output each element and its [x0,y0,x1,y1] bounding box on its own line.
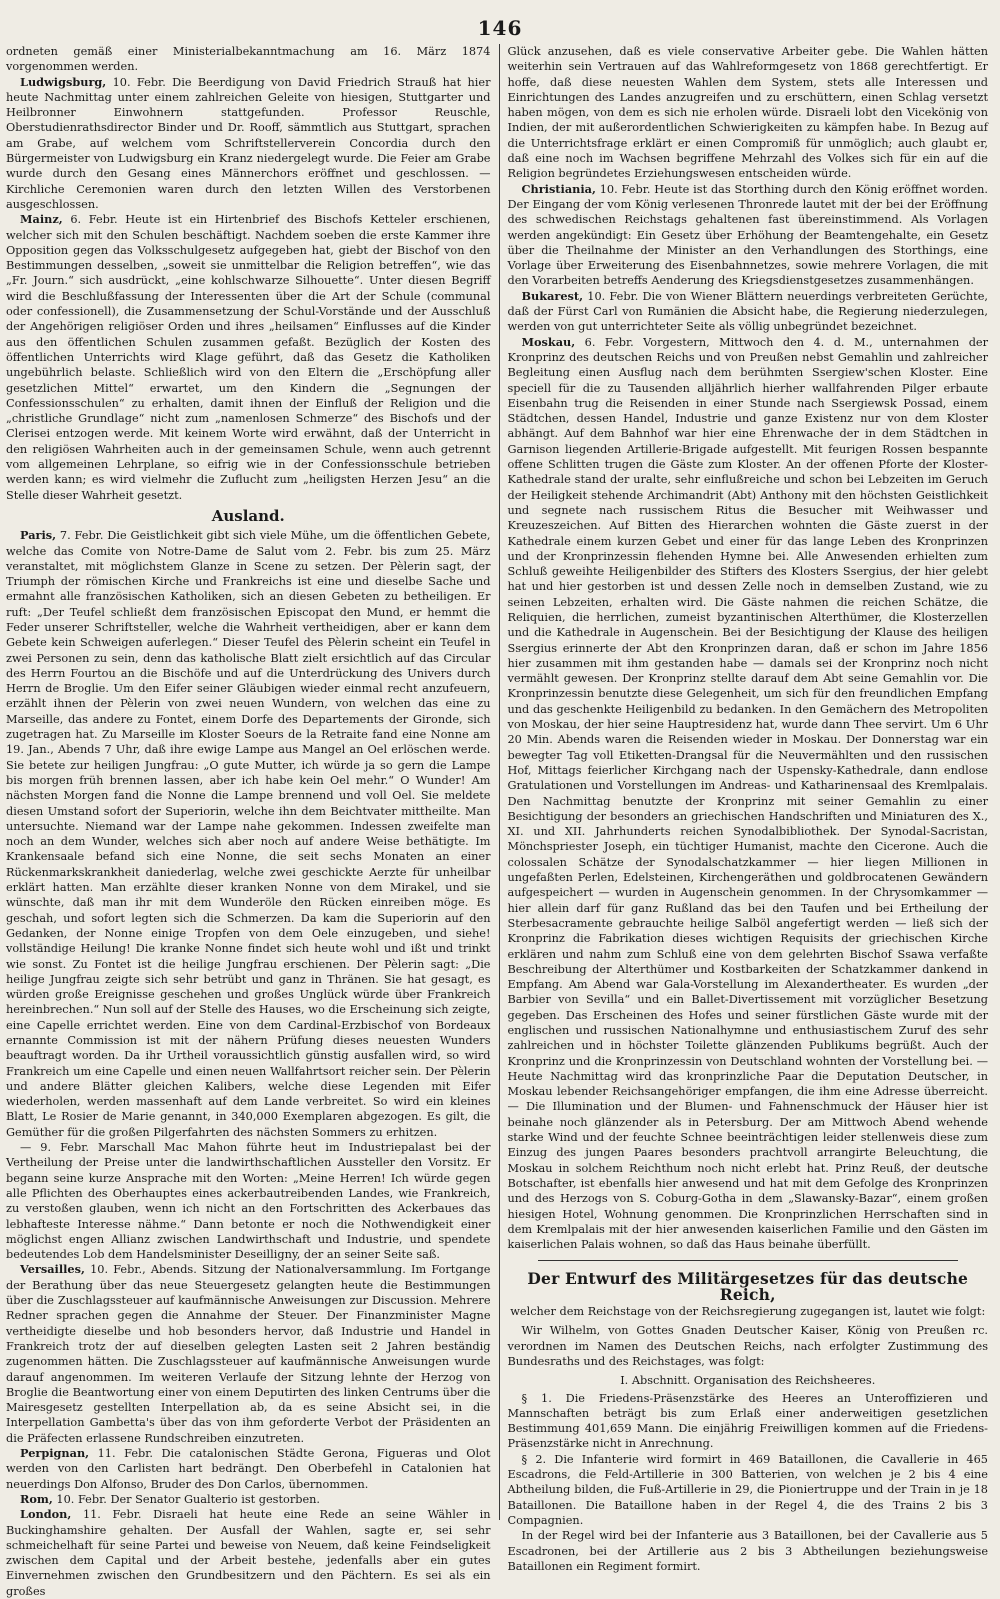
article-text: 6. Febr. Vorgestern, Mittwoch den 4. d. M., unternahmen der Kronprinz des deutschen Reichs und von Preußen nebst Gemahlin und zahlreicher Begleitung einen Ausflug nach dem berühmten Ssergiew'schen Kloster. Eine speciell für die zu Tausenden alljährlich hierher wallfahrenden Pilger erbaute Eisenbahn trug die Reisenden in einer Stunde nach Ssergiewsk Possad, einem Städtchen, dessen Handel, Industrie und ganze Existenz nur von dem Kloster abhängt. Auf dem Bahnhof war hier eine Ehrenwache der in dem Städtchen in Garnison liegenden Artillerie-Brigade aufgestellt. Mit feurigen Rossen bespannte offene Schlitten trugen die Gäste zum Kloster. An der offenen Pforte der Kloster-Kathedrale stand der uralte, sehr einflußreiche und schon bei Lebzeiten im Geruch der Heiligkeit stehende Archimandrit (Abt) Anthony mit den höchsten Geistlichkeit und segnete nach russischem Ritus die Besucher mit Weihwasser und Kreuzeszeichen. Auf Bitten des Hierarchen wohnten die Gäste zuerst in der Kathedrale einem kurzen Gebet und einer für das lange Leben des Kronprinzen und der Kronprinzessin flehenden Hymne bei. Alle Anwesenden erhielten zum Schluß geweihte Heiligenbilder des Stifters des Klosters Ssergius, der hier gelebt hat und hier gestorben ist und dessen Zelle noch in demselben Zustand, wie zu seinen Lebzeiten, erhalten wird. Die Gäste nahmen die reichen Schätze, die Reliquien, die herrlichen, zumeist byzantinischen Alterthümer, die Klosterzellen und die Kathedrale in Augenschein. Bei der Besichtigung der Klause des heiligen Ssergius erinnerte der Abt den Kronprinzen daran, daß er schon im Jahre 1856 hier zusammen mit ihm gestanden habe — damals sei der Kronprinz noch nicht vermählt gewesen. Der Kronprinz stellte darauf dem Abt seine Gemahlin vor. Die Kronprinzessin benutzte diese Gelegenheit, um sich für den freundlichen Empfang und das geschenkte Heiligenbild zu bedanken. In den Gemächern des Metropoliten von Moskau, der hier seine Hauptresidenz hat, wurde dann Thee servirt. Um 6 Uhr 20 Min. Abends waren die Reisenden wieder in Moskau. Der Donnerstag war ein bewegter Tag voll Etiketten-Drangsal für die Neuvermählten und den russischen Hof, Mittags feierlicher Kirchgang nach der Uspensky-Kathedrale, dann endlose Gratulationen und Vorstellungen im Andreas- und Katharinensaal des Kremlpalais. Den Nachmittag benutzte der Kronprinz mit seiner Gemahlin zu einer Besichtigung der besonders an griechischen Handschriften und Miniaturen des X., XI. und XII. Jahrhunderts reichen Synodalbibliothek. Der Synodal-Sacristan, Mönchspriester Joseph, ein tüchtiger Humanist, machte den Cicerone. Auch die colossalen Schätze der Synodalschatzkammer — hier liegen Millionen in ungefaßten Perlen, Edelsteinen, Kirchengeräthen und goldbrocatenen Gewändern aufgespeichert — wurden in Augenschein genommen. In der Chrysomkammer — hier allein darf für ganz Rußland das bei den Taufen und bei Ertheilung der Sterbesacramente gebrauchte heilige Salböl angefertigt werden — ließ sich der Kronprinz die Fabrikation dieses wichtigen Requisits der griechischen Kirche erklären und nahm zum Schluß eine von dem gelehrten Bischof Ssawa verfaßte Beschreibung der Alterthümer und Kostbarkeiten der Schatzkammer dankend in Empfang. Am Abend war Gala-Vorstellung im Alexandertheater. Es wurden „der Barbier von Sevilla“ und ein Ballet-Divertissement mit vorzüglicher Besetzung gegeben. Das Erscheinen des Hofes und seiner fürstlichen Gäste wurde mit der englischen und russischen Nationalhymne und enthusiastischem Zuruf des sehr zahlreichen und in höchster Toilette glänzenden Publikums begrüßt. Auch der Kronprinz und die Kronprinzessin von Deutschland wohnten der Vorstellung bei. — Heute Nachmittag wird das kronprinzliche Paar die Deputation Deutscher, in Moskau lebender Reichsangehöriger empfangen, die ihm eine Adresse überreicht. — Die Illumination und der Blumen- und Fahnenschmuck der Häuser hier ist beinahe noch glänzender als in Petersburg. Der am Mittwoch Abend wehende starke Wind und der feuchte Schnee beeinträchtigen leider stellenweis diese zum Einzug des jungen Paares besonders prachtvoll arrangirte Beleuchtung, die Moskau in solchem Reichthum noch nicht erlebt hat. Prinz Reuß, der deutsche Botschafter, ist ebenfalls hier anwesend und hat mit dem Gefolge des Kronprinzen und des Herzogs von S. Coburg-Gotha in dem „Slawansky-Bazar“, einem großen hiesigen Hotel, Wohnung genommen. Die Kronprinzlichen Herrschaften sind in dem Kremlpalais mit der hier anwesenden kaiserlichen Familie und den Gästen im kaiserlichen Palais wohnen, so daß das Haus beinahe überfüllt. [507,335,989,1252]
article-moskau [508,335,989,1253]
columns [4,44,994,1598]
article-text: 6. Febr. Heute ist ein Hirtenbrief des Bischofs Ketteler erschienen, welcher sich mit den Schulen beschäftigt. Nachdem soeben die erste Kammer ihre Opposition gegen das Volksschulgesetz aufgegeben hat, giebt der Bischof von den Bestimmungen desselben, „soweit sie unmittelbar die Religion betreffen“, wie das „Fr. Journ.“ sich ausdrückt, „eine kohlschwarze Silhouette“. Unter diesen Begriff wird die Beschlußfassung der Interessenten über die Art der Schule (communal oder confessionell), die Zusammensetzung der Schul-Vorstände und der Ausschluß der Angehörigen religiöser Orden und ihres „heilsamen“ Einflusses auf die Kinder aus den öffentlichen Schulen zusammen gefaßt. Bezüglich der Kosten des öffentlichen Unterrichts wird Klage geführt, daß das Gesetz die Katholiken ungebührlich belaste. Schließlich wird von den Eltern die „Erschöpfung aller gesetzlichen Mittel“ erwartet, um den Kindern die „Segnungen der Confessionsschulen“ zu erhalten, damit ihnen der Einfluß der Religion und die „christliche Grundlage“ nicht zum „namenlosen Schmerze“ des Bischofs und der Clerisei entzogen werde. Mit keinem Worte wird erwähnt, daß der Unterricht in den religiösen Wahrheiten auch in der gemeinsamen Schule, wenn auch getrennt vom allgemeinen Lehrplane, so eifrig wie in der Confessionsschule betrieben werden kann; es wird vielmehr die Zuflucht zum „heiligsten Herzen Jesu“ an die Stelle dieser Wahrheit gesetzt. [6,213,491,502]
dateline-place: Bukarest, [521,288,584,303]
article-divider [538,1260,959,1261]
article-text: 10. Febr. Heute ist das Storthing durch den König eröffnet worden. Der Eingang der vom König verlesenen Thronrede lautet mit der bei der Eröffnung des schwedischen Reichstags gehaltenen fast übereinstimmend. Als Vorlagen werden angekündigt: Ein Gesetz über Erhöhung der Beamtengehalte, ein Gesetz über die Theilnahme der Minister an den Verhandlungen des Storthings, eine Vorlage über Erweiterung des Eisenbahnnetzes, sowie mehrere Vorlagen, die mit den Vorarbeiten betreffs Aenderung des Kriegsdienstgesetzes zusammenhängen. [507,182,988,288]
section-heading-ausland: Ausland. [211,506,285,525]
article-christiania [508,182,989,289]
dateline-place: Paris, [20,528,57,543]
article-text: 10. Febr. Die von Wiener Blättern neuerdings verbreiteten Gerüchte, daß der Fürst Carl von Rumänien die Absicht habe, die Regierung niederzulegen, werden von gut unterrichteter Seite als völlig unbegründet bezeichnet. [507,289,989,334]
dateline-place: Rom, [20,1491,53,1506]
dateline-place: Christiania, [521,181,596,196]
article-rom [6,1492,491,1507]
article-paris [6,528,491,1140]
dateline-place: Ludwigsburg, [20,74,107,89]
dateline-place: Moskau, [521,334,576,349]
article-text: 10. Febr. Der Senator Gualterio ist gestorben. [56,1492,321,1506]
article-title: Der Entwurf des Militärgesetzes für das deutsche Reich, [527,1269,969,1304]
article-bukarest [508,289,989,335]
article-text: 10. Febr., Abends. Sitzung der Nationalversammlung. Im Fortgange der Berathung über das neue Steuergesetz gelangten heute die Bestimmungen über die Zuschlagssteuer auf kaufmännische Anweisungen zur Discussion. Mehrere Redner sprachen gegen die Annahme der Steuer. Der Finanzminister Magne vertheidigte dieselbe und hob besonders hervor, daß Industrie und Handel in Frankreich trotz der auf dieselben gelegten Lasten seit 2 Jahren beständig zugenommen hätten. Die Zuschlagssteuer auf kaufmännische Anweisungen wurde darauf angenommen. Im weiteren Verlaufe der Sitzung lehnte der Herzog von Broglie die Beantwortung einer von einem Deputirten des linken Centrums über die Mairesgesetz gestellten Interpellation ab, da es seine Absicht sei, in die Interpellation Gambetta's über das von ihm geforderte Verbot der Präsidenten an die Präfecten erlassene Rundschreiben einzutreten. [6,1263,491,1445]
law-paragraph-3: In der Regel wird bei der Infanterie aus 3 Bataillonen, bei der Cavallerie aus 5 Escadronen, bei der Artillerie aus 2 bis 3 Abtheilungen beziehungsweise Bataillonen ein Regiment formirt. [507,1529,988,1573]
article-text: 11. Febr. Die catalonischen Städte Gerona, Figueras und Olot werden von den Carlisten hart bedrängt. Den Oberbefehl in Catalonien hat neuerdings Don Alfonso, Bruder des Don Carlos, übernommen. [6,1447,491,1491]
article-text: 7. Febr. Die Geistlichkeit gibt sich viele Mühe, um die öffentlichen Gebete, welche das Comite von Notre-Dame de Salut vom 2. Febr. bis zum 25. März veranstaltet, mit möglichstem Glanze in Scene zu setzen. Der Pèlerin sagt, der Triumph der römischen Kirche und Frankreichs ist eine und dieselbe Sache und ermahnt alle französischen Katholiken, sich an diesen Gebeten zu betheiligen. Er ruft: „Der Teufel schließt dem französischen Episcopat den Mund, er hemmt die Feder unserer Schriftsteller, welche die Wahrheit vertheidigen, aber er kann dem Gebete kein Schweigen auferlegen.“ Dieser Teufel des Pèlerin scheint ein Teufel in zwei Personen zu sein, denn das katholische Blatt zielt ersichtlich auf das Circular des Herrn Fourtou an die Bischöfe und auf die Unterdrückung des Univers durch Herrn de Broglie. Um den Eifer seiner Gläubigen wieder einmal recht anzufeuern, erzählt ihnen der Pèlerin von zwei neuen Wundern, von welchen das eine zu Marseille, das andere zu Fontet, einem Dorfe des Departements der Gironde, sich zugetragen hat. Zu Marseille im Kloster Soeurs de la Retraite fand eine Nonne am 19. Jan., Abends 7 Uhr, daß ihre ewige Lampe aus Mangel an Oel erlöschen werde. Sie betete zur heiligen Jungfrau: „O gute Mutter, ich würde ja so gern die Lampe bis morgen früh brennen lassen, aber ich habe kein Oel mehr.“ O Wunder! Am nächsten Morgen fand die Nonne die Lampe brennend und voll Oel. Sie meldete diesen Umstand sofort der Superiorin, welche ihn dem Beichtvater mittheilte. Man untersuchte. Niemand war der Lampe nahe gekommen. Indessen zweifelte man noch an dem Wunder, welches sich aber noch auf andere Weise bethätigte. Im Krankensaale befand sich eine Nonne, die seit sechs Monaten an einer Rückenmarkskrankheit daniederlag, welche zwei geschickte Aerzte für unheilbar erklärt hatten. Man erzählte dieser kranken Nonne von dem Mirakel, und sie wünschte, daß man ihr mit dem Wunderöle den Rücken einreiben möge. Es geschah, und sofort legten sich die Schmerzen. Da kam die Superiorin auf den Gedanken, der Nonne einige Tropfen von dem Oele einzugeben, und siehe! vollständige Heilung! Die kranke Nonne findet sich heute wohl und ißt und trinkt wie sonst. Zu Fontet ist die heilige Jungfrau erschienen. Der Pèlerin sagt: „Die heilige Jungfrau zeigte sich sehr betrübt und ganz in Thränen. Sie hat gesagt, es würden große Ereignisse geschehen und großes Unglück würde über Frankreich hereinbrechen.“ Nun soll auf der Stelle des Hauses, wo die Erscheinung sich zeigte, eine Capelle errichtet werden. Eine von dem Cardinal-Erzbischof von Bordeaux ernannte Commission ist mit der nähern Prüfung dieses neuesten Wunders beauftragt worden. Da ihr Urtheil voraussichtlich günstig ausfallen wird, so wird Frankreich um eine Capelle und einen neuen Wallfahrtsort reicher sein. Der Pèlerin und andere Blätter gleichen Kalibers, welche diese Legenden mit Eifer wiederholen, werden massenhaft auf dem Lande verbreitet. So wird ein kleines Blatt, Le Rosier de Marie genannt, in 340,000 Exemplaren abgezogen. Es gilt, die Gemüther für die großen Pilgerfahrten des nächsten Sommers zu erhitzen. [6,529,491,1139]
paragraph-continued: Glück anzusehen, daß es viele conservative Arbeiter gebe. Die Wahlen hätten weiterhin sein Vertrauen auf das Wahlreformgesetz von 1868 gerechtfertigt. Er hoffe, daß diese neuesten Wahlen dem System, stets alle Interessen und Einrichtungen des Landes anzugreifen und zu erschüttern, einen Schlag versetzt haben mögen, von dem es sich nie erholen würde. Disraeli lobt den Vicekönig von Indien, der mit außerordentlichen Schwierigkeiten zu kämpfen habe. In Bezug auf die Unterrichtsfrage erklärt er einen Compromiß für unmöglich; auch glaubt er, daß eine noch im Wachsen begriffene Mehrzahl des Volkes sich für ein auf die Religion begründetes Erziehungswesen entscheiden würde. [507,45,988,181]
article-versailles [6,1262,491,1446]
law-preamble: Wir Wilhelm, von Gottes Gnaden Deutscher Kaiser, König von Preußen rc. verordnen im Namen des Deutschen Reichs, nach erfolgter Zustimmung des Bundesraths und des Reichstages, was folgt: [507,1324,988,1368]
law-paragraph-1: § 1. Die Friedens-Präsenzstärke des Heeres an Unteroffizieren und Mannschaften beträgt bis zum Erlaß einer anderweitigen gesetzlichen Bestimmung 401,659 Mann. Die einjährig Freiwilligen kommen auf die Friedens-Präsenzstärke nicht in Anrechnung. [507,1391,988,1451]
page-number: 146 [477,16,523,40]
dateline-place: London, [20,1507,72,1522]
column-rule [499,44,500,1520]
law-paragraph-2: § 2. Die Infanterie wird formirt in 469 Bataillonen, die Cavallerie in 465 Escadrons, die Feld-Artillerie in 300 Batterien, von welchen je 2 bis 4 eine Abtheilung bilden, die Fuß-Artillerie in 29, die Pioniertruppe und der Train in je 18 Bataillonen. Die Bataillone haben in der Regel 4, die des Trains 2 bis 3 Compagnien. [507,1452,988,1527]
article-text: 10. Febr. Die Beerdigung von David Friedrich Strauß hat hier heute Nachmittag unter einem zahlreichen Geleite von hiesigen, Stuttgarter und Heilbronner Einwohnern stattgefunden. Professor Reuschle, Oberstudienrathsdirector Binder und Dr. Rooff, sämmtlich aus Stuttgart, sprachen am Grabe, auf welchem vom Schriftstellerverein Concordia durch den Bürgermeister von Ludwigsburg ein Kranz niedergelegt wurde. Die Feier am Grabe wurde durch den Gesang eines Männerchors eröffnet und geschlossen. — Kirchliche Ceremonien waren durch den letzten Willen des Verstorbenen ausgeschlossen. [6,75,491,211]
dateline-place: Versailles, [20,1262,85,1277]
article-paris-9: — 9. Febr. Marschall Mac Mahon führte heut im Industriepalast bei der Vertheilung der Preise unter die landwirthschaftlichen Aussteller den Vorsitz. Er begann seine kurze Ansprache mit den Worten: „Meine Herren! Ich würde gegen alle Pflichten des Oberhauptes eines ackerbautreibenden Landes, wie Frankreich, zu verstoßen glauben, wenn ich nicht an den Fortschritten des Ackerbaues das lebhafteste Interesse nähme.“ Dann betonte er noch die Nothwendigkeit einer möglichst engen Allianz zwischen Landwirthschaft und Industrie, und spendete bedeutendes Lob dem Handelsminister Deseilligny, der an seiner Seite saß. [6,1141,491,1262]
right-column [502,44,995,1573]
dateline-place: Perpignan, [20,1446,90,1461]
article-text: 11. Febr. Disraeli hat heute eine Rede an seine Wähler in Buckinghamshire gehalten. Der Ausfall der Wahlen, sagte er, sei sehr schmeichelhaft für seine Partei und beweise von Neuem, daß keine Feindseligkeit zwischen dem Capital und der Arbeit bestehe, jedenfalls aber ein gutes Einvernehmen zwischen den Grundbesitzern und den Pächtern. Es sei als ein großes [6,1508,491,1598]
article-mainz [6,212,491,503]
paragraph-continued: ordneten gemäß einer Ministerialbekanntmachung am 16. März 1874 vorgenommen werden. [6,45,491,74]
article-ludwigsburg [6,75,491,213]
article-london [6,1507,491,1599]
article-subtitle: welcher dem Reichstage von der Reichsregierung zugegangen ist, lautet wie folgt: [510,1305,986,1319]
dateline-place: Mainz, [20,212,63,227]
law-section-heading: I. Abschnitt. Organisation des Reichsheeres. [620,1374,876,1388]
left-column [4,44,497,1598]
article-perpignan [6,1446,491,1492]
